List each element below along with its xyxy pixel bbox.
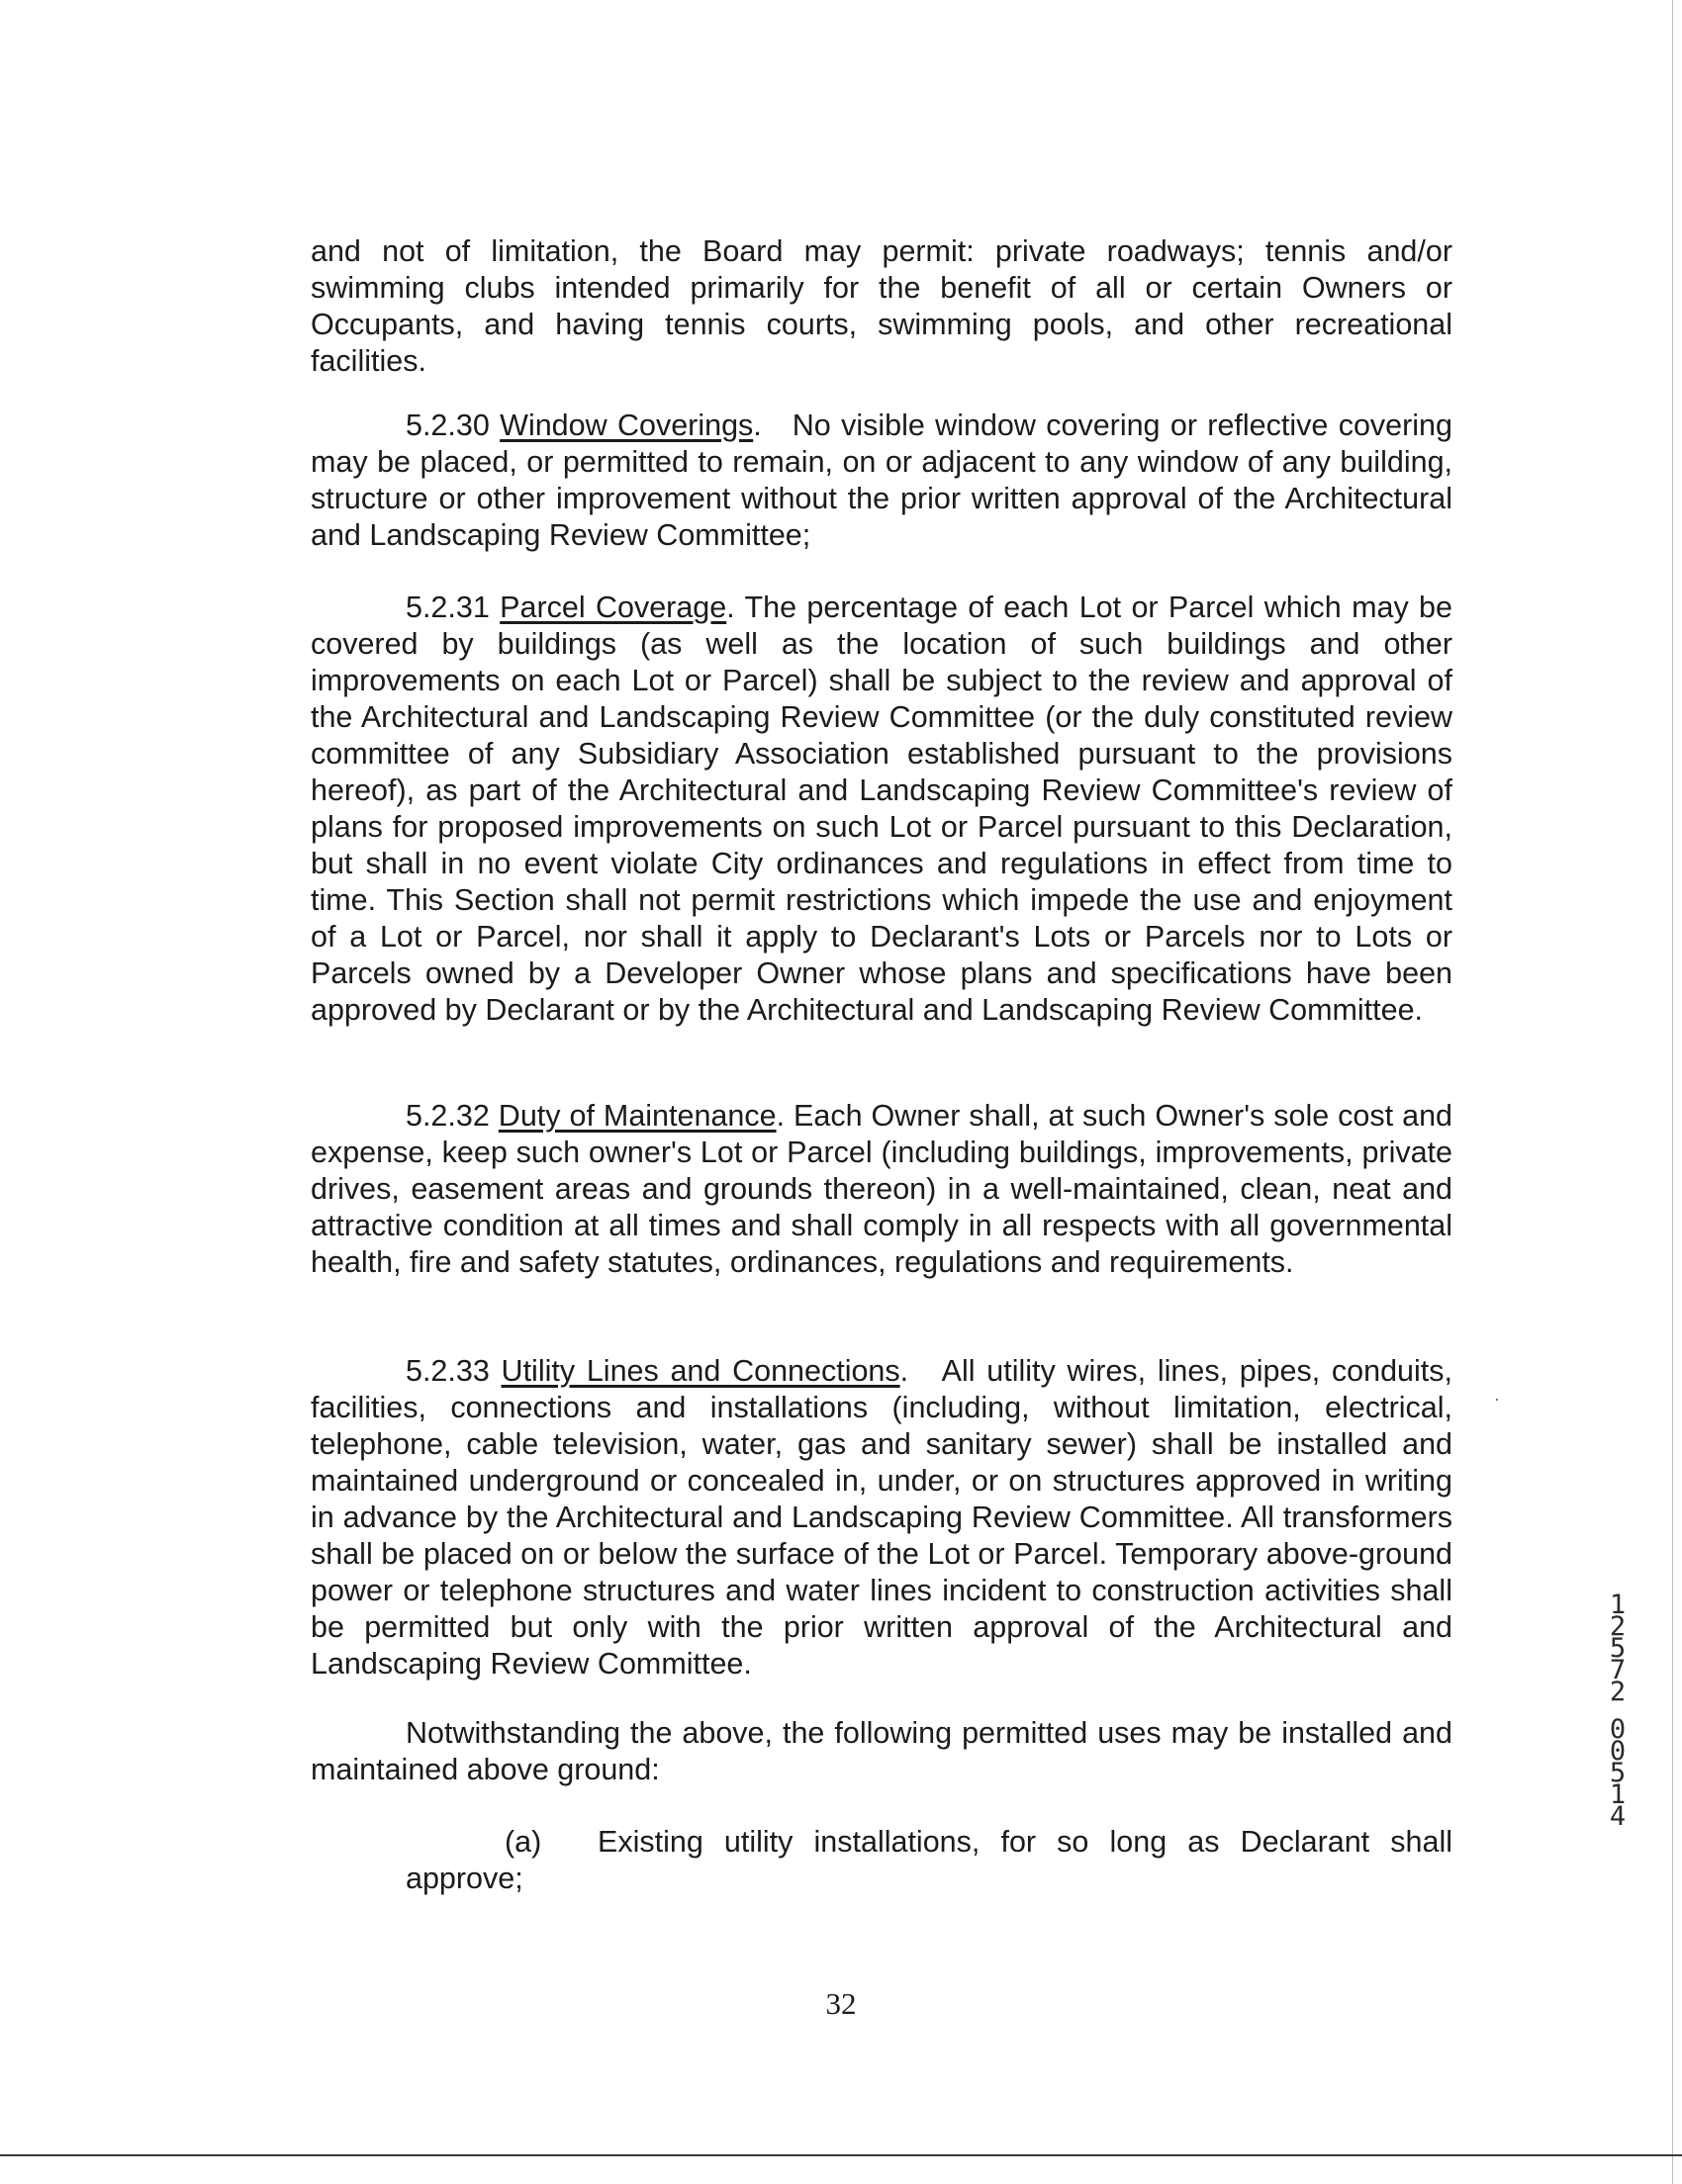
paragraph-text: Notwithstanding the above, the following permitted uses may be installed and maintained above ground: (311, 1716, 1452, 1786)
section-body: No visible window covering or reflective covering may be placed, or permitted to remain, on or adjacent to any window of any building, structure or other improvement without the prior written approval of the Architectural and Landscaping Review Committee; (311, 409, 1452, 552)
section-body: All utility wires, lines, pipes, conduits, facilities, connections and installations (including, without limitation, electrical, telephone, cable television, water, gas and sanitary sewer) shall be installed and maintained underground or concealed in, under, or on structures approved in writing in advance by the Architectural and Landscaping Review Committee. All transformers shall be placed on or below the surface of the Lot or Parcel. Temporary above-ground power or telephone structures and water lines incident to construction activities shall be permitted but only with the prior written approval of the Architectural and Landscaping Review Committee. (311, 1354, 1452, 1681)
section-paragraph: 5.2.31 Parcel Coverage. The percentage of each Lot or Parcel which may be covered by buildings (as well as the location of such buildings and other improvements on each Lot or Parcel) shall be subject to the review and approval of the Architectural and Landscaping Review Committee (or the duly constituted review committee of any Subsidiary Association established pursuant to the provisions hereof), as part of the Architectural and Landscaping Review Committee's review of plans for proposed improvements on such Lot or Parcel pursuant to this Declaration, but shall in no event violate City ordinances and regulations in effect from time to time. This Section shall not permit restrictions which impede the use and enjoyment of a Lot or Parcel, nor shall it apply to Declarant's Lots or Parcels nor to Lots or Parcels owned by a Developer Owner whose plans and specifications have been approved by Declarant or by the Architectural and Landscaping Review Committee. (311, 591, 1452, 1027)
section-paragraph: 5.2.30 Window Coverings. No visible window covering or reflective covering may be placed, or permitted to remain, on or adjacent to any window of any building, structure or other improvement without the prior written approval of the Architectural and Landscaping Review Committee; (311, 409, 1452, 552)
list-item-first-line (311, 1824, 1452, 1861)
stamp-digit: 5 (1609, 1758, 1627, 1788)
section-number: 5.2.30 (406, 409, 490, 442)
section-paragraph: 5.2.33 Utility Lines and Connections. All utility wires, lines, pipes, conduits, facilities, connections and installations (including, without limitation, electrical, telephone, cable television, water, gas and sanitary sewer) shall be installed and maintained underground or concealed in, under, or on structures approved in writing in advance by the Architectural and Landscaping Review Committee. All transformers shall be placed on or below the surface of the Lot or Parcel. Temporary above-ground power or telephone structures and water lines incident to construction activities shall be permitted but only with the prior written approval of the Architectural and Landscaping Review Committee. (311, 1354, 1452, 1681)
list-item-a (311, 1824, 1452, 1897)
stamp-digit: 2 (1609, 1677, 1627, 1707)
stamp-digit: 1 (1609, 1590, 1627, 1620)
section-heading: Parcel Coverage (500, 591, 727, 624)
scan-speck (1496, 1399, 1498, 1401)
section-number: 5.2.31 (406, 591, 490, 624)
section-heading: Window Coverings (500, 409, 754, 442)
page-number: 32 (825, 1986, 857, 2021)
notwithstanding-paragraph (311, 1715, 1452, 1788)
scan-edge-line (1672, 0, 1673, 2184)
section-body: Each Owner shall, at such Owner's sole cost and expense, keep such owner's Lot or Parcel (including buildings, improvements, private drives, easement areas and grounds thereon) in a well-maintained, clean, neat and attractive condition at all times and shall comply in all respects with all governmental health, fire and safety statutes, ordinances, regulations and requirements. (311, 1099, 1452, 1279)
document-stamp-number (1603, 1590, 1633, 1832)
stamp-digit: 2 (1609, 1611, 1627, 1642)
stamp-digit: 7 (1609, 1655, 1627, 1685)
stamp-digit: 1 (1609, 1779, 1627, 1810)
section-5-2-32 (311, 1098, 1452, 1281)
section-paragraph: 5.2.32 Duty of Maintenance. Each Owner shall, at such Owner's sole cost and expense, keep such owner's Lot or Parcel (including buildings, improvements, private drives, easement areas and grounds thereon) in a well-maintained, clean, neat and attractive condition at all times and shall comply in all respects with all governmental health, fire and safety statutes, ordinances, regulations and requirements. (311, 1099, 1452, 1279)
stamp-digit: 5 (1609, 1633, 1627, 1664)
list-item-text: Existing utility installations, for so long as Declarant shall (598, 1825, 1452, 1859)
section-heading: Utility Lines and Connections (501, 1354, 900, 1388)
section-5-2-31 (311, 590, 1452, 1029)
section-body: The percentage of each Lot or Parcel which may be covered by buildings (as well as the location of such buildings and other improvements on each Lot or Parcel) shall be subject to the review and approval of the Architectural and Landscaping Review Committee (or the duly constituted review committee of any Subsidiary Association established pursuant to the provisions hereof), as part of the Architectural and Landscaping Review Committee's review of plans for proposed improvements on such Lot or Parcel pursuant to this Declaration, but shall in no event violate City ordinances and regulations in effect from time to time. This Section shall not permit restrictions which impede the use and enjoyment of a Lot or Parcel, nor shall it apply to Declarant's Lots or Parcels nor to Lots or Parcels owned by a Developer Owner whose plans and specifications have been approved by Declarant or by the Architectural and Landscaping Review Committee. (311, 591, 1452, 1027)
paragraph-continuation (311, 233, 1452, 380)
bottom-rule (0, 2154, 1682, 2156)
section-5-2-30 (311, 408, 1452, 554)
section-number: 5.2.33 (406, 1354, 490, 1388)
stamp-digit: 0 (1609, 1714, 1627, 1745)
section-number: 5.2.32 (406, 1099, 490, 1133)
section-heading: Duty of Maintenance (498, 1099, 777, 1133)
list-item-continuation: approve; (406, 1862, 523, 1895)
stamp-digit: 4 (1609, 1801, 1627, 1832)
list-item-label: (a) (505, 1825, 542, 1859)
paragraph-text: and not of limitation, the Board may permit: private roadways; tennis and/or swimming clubs intended primarily for the benefit of all or certain Owners or Occupants, and having tennis courts, swimming pools, and other recreational facilities. (311, 234, 1452, 378)
stamp-digit: 0 (1609, 1736, 1627, 1767)
section-5-2-33 (311, 1353, 1452, 1683)
